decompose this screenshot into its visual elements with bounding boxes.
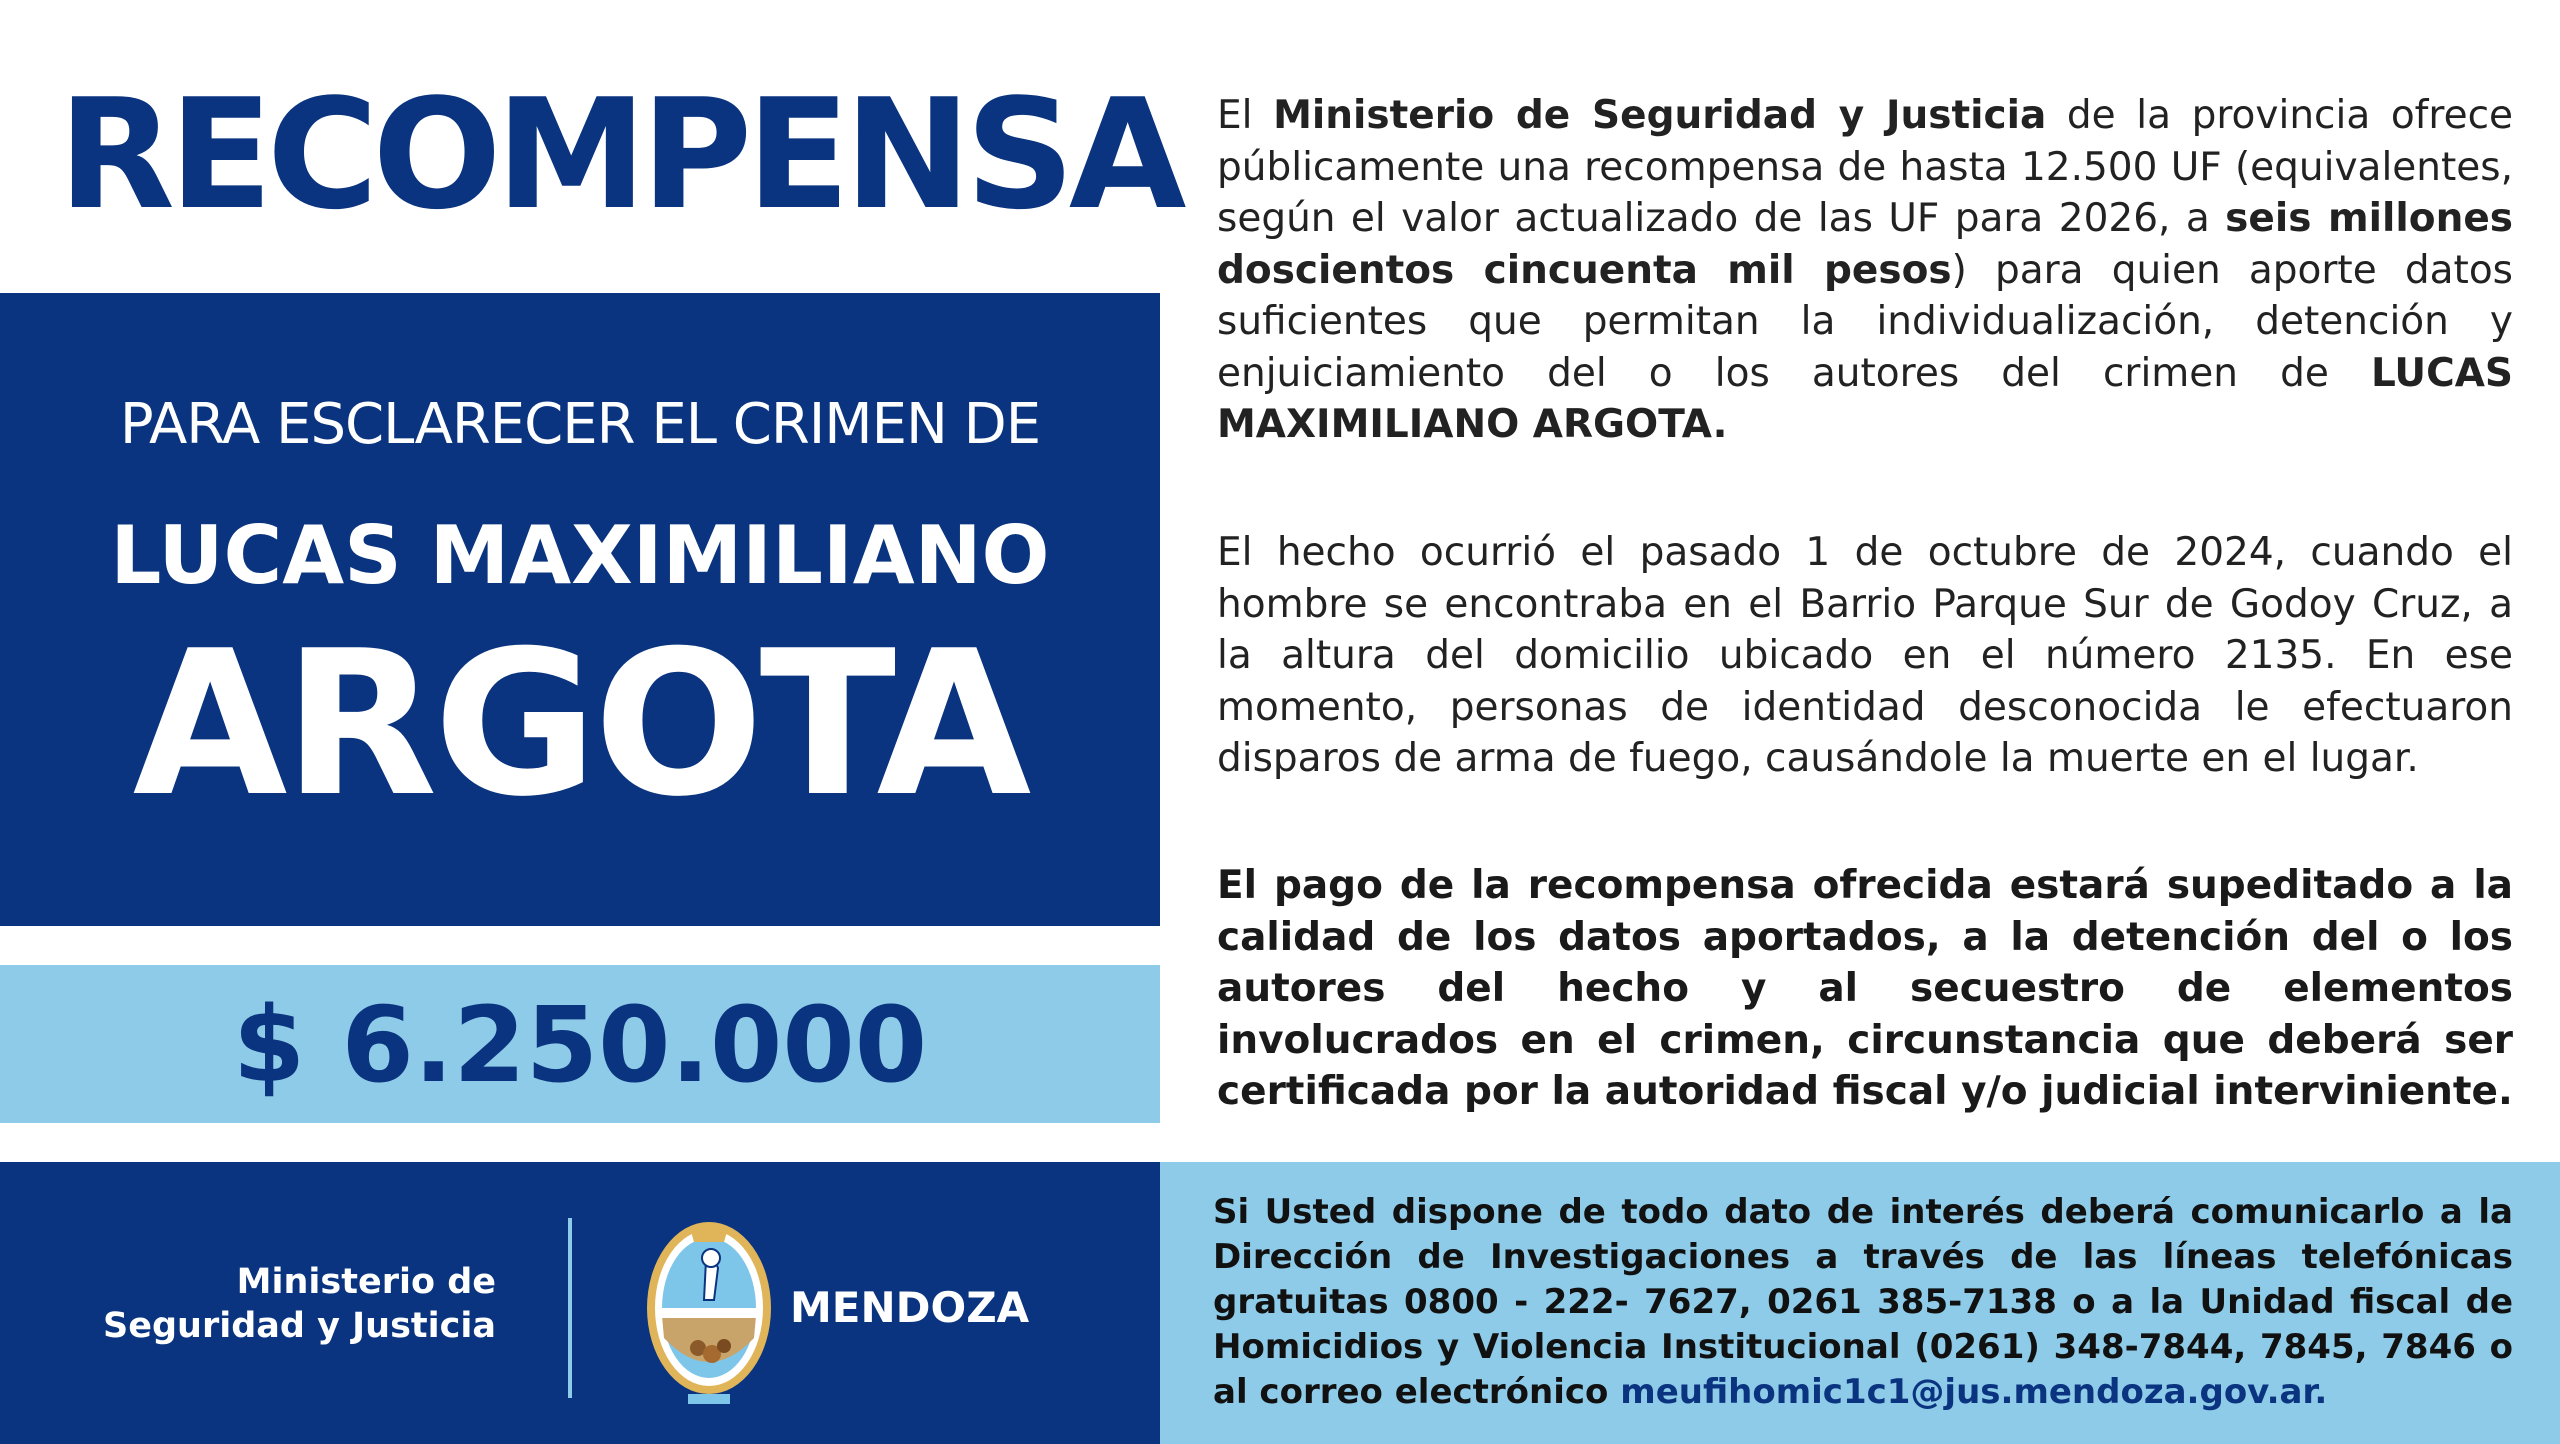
paragraph1-text-2: de la provincia ofrece públicamente una recompensa de hasta 12.500 UF (equivalentes, según el valor actualizado de las UF para 2026, a [1217, 93, 2514, 241]
paragraph1-text-3: ) para quien aporte datos suficientes que permitan la individualización, detención y enjuiciamiento del o los autores del crimen de [1217, 247, 2514, 396]
reward-description-paragraph [1217, 90, 2513, 451]
mendoza-coat-of-arms-icon [640, 1208, 778, 1408]
amount-in-words-bold: seis millones doscientos cincuenta mil pesos [1217, 196, 2513, 293]
contact-text: Si Usted dispone de todo dato de interés deberá comunicarlo a la Dirección de Investigaciones a través de las líneas telefónicas gratuitas 0800 - 222- 7627, 0261 385-7138 o a la Unidad fiscal de Homicidios y Violencia Institucional (0261) 348-7844, 7845, 7846 o al correo electrónico [1213, 1192, 2513, 1412]
ministry-name-bold: Ministerio de Seguridad y Justicia [1273, 93, 2047, 138]
ministry-line-2: Seguridad y Justicia [103, 1306, 496, 1346]
ministry-logo-text [100, 1260, 496, 1348]
victim-name-bold: LUCAS MAXIMILIANO ARGOTA. [1217, 350, 2513, 447]
paragraph1-text-1: El [1217, 93, 1274, 138]
victim-subtitle: PARA ESCLARECER EL CRIMEN DE [119, 392, 1041, 457]
victim-first-names: LUCAS MAXIMILIANO [110, 509, 1050, 602]
victim-surname: ARGOTA [132, 608, 1028, 841]
payment-conditions-paragraph: El pago de la recompensa ofrecida estará supeditado a la calidad de los datos aportados, a la detención del o los autores del hecho y al secuestro de elementos involucrados en el crimen, circunstancia que deberá ser certificada por la autoridad fiscal y/o judicial interviniente. [1217, 863, 2513, 1114]
reward-amount: $ 6.250.000 [232, 984, 928, 1106]
page-title: RECOMPENSA [58, 66, 1181, 243]
footer-divider [568, 1218, 572, 1398]
ministry-line-1: Ministerio de [236, 1262, 496, 1302]
province-name: MENDOZA [790, 1283, 1030, 1332]
contact-email-link[interactable]: meufihomic1c1@jus.mendoza.gov.ar. [1620, 1372, 2328, 1412]
contact-information [1213, 1190, 2513, 1415]
incident-description-paragraph: El hecho ocurrió el pasado 1 de octubre de 2024, cuando el hombre se encontraba en el Barrio Parque Sur de Godoy Cruz, a la altura del domicilio ubicado en el número 2135. En ese momento, personas de identidad desconocida le efectuaron disparos de arma de fuego, causándole la muerte en el lugar. [1217, 530, 2513, 781]
